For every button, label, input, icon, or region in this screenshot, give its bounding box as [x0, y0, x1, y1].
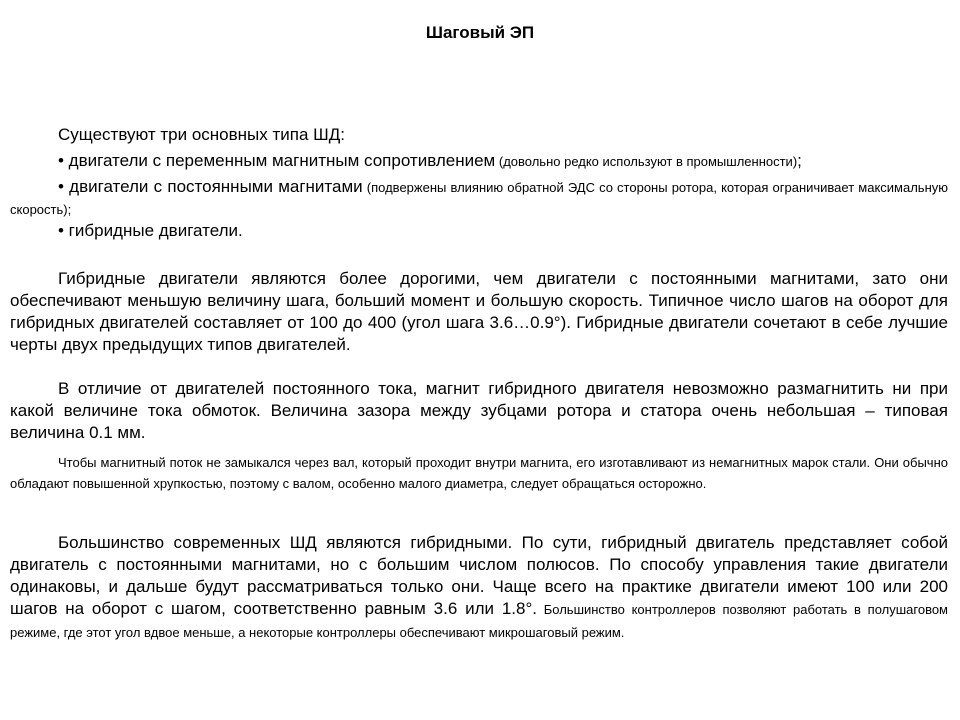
type-item-hybrid [10, 220, 948, 242]
type-item-permanent-magnet [10, 176, 948, 220]
modern-motors-paragraph [10, 532, 948, 644]
slide-title: Шаговый ЭП [425, 23, 535, 42]
demagnetization-paragraph: В отличие от двигателей постоянного тока, магнит гибридного двигателя невозможно размагнитить ни при какой величине тока обмоток. Величина зазора между зубцами ротора и статора очень небольшая – типовая величина 0.1 мм. [10, 379, 948, 442]
type-item-note: (подвержены влиянию обратной ЭДС со стороны ротора, которая ограничивает максимальную скорость); [10, 180, 948, 217]
modern-paragraph-main: Большинство современных ШД являются гибридными. По сути, гибридный двигатель представляет собой двигатель с постоянными магнитами, но с большим числом полюсов. По способу управления такие двигатели одинаковы, и дальше будут рассматриваться только они. Чаще всего на практике двигатели имеют 100 или 200 шагов на оборот с шагом, соответственно равным 3.6 или 1.8°. [10, 533, 948, 618]
type-item-tail: ; [797, 151, 802, 170]
type-item-main: • двигатели с переменным магнитным сопротивлением [58, 151, 496, 170]
type-item-variable-reluctance [10, 150, 948, 173]
type-item-main: • двигатели с постоянными магнитами [58, 177, 363, 196]
shaft-note-paragraph: Чтобы магнитный поток не замыкался через вал, который проходит внутри магнита, его изготавливают из немагнитных марок стали. Они обычно обладают повышенной хрупкостью, поэтому с валом, особенно малого диаметра, следует обращаться осторожно. [10, 455, 948, 491]
hybrid-paragraph: Гибридные двигатели являются более дорогими, чем двигатели с постоянными магнитами, зато они обеспечивают меньшую величину шага, больший момент и большую скорость. Типичное число шагов на оборот для гибридных двигателей составляет от 100 до 400 (угол шага 3.6…0.9°). Гибридные двигатели сочетают в себе лучшие черты двух предыдущих типов двигателей. [10, 269, 948, 354]
type-item-note: (довольно редко используют в промышленности) [495, 154, 798, 169]
types-intro: Существуют три основных типа ШД: [58, 125, 345, 144]
type-item-main: • гибридные двигатели. [58, 221, 243, 240]
modern-paragraph-note: Большинство контроллеров позволяют работать в полушаговом режиме, где этот угол вдвое меньше, а некоторые контроллеры обеспечивают микрошаговый режим. [10, 602, 948, 640]
